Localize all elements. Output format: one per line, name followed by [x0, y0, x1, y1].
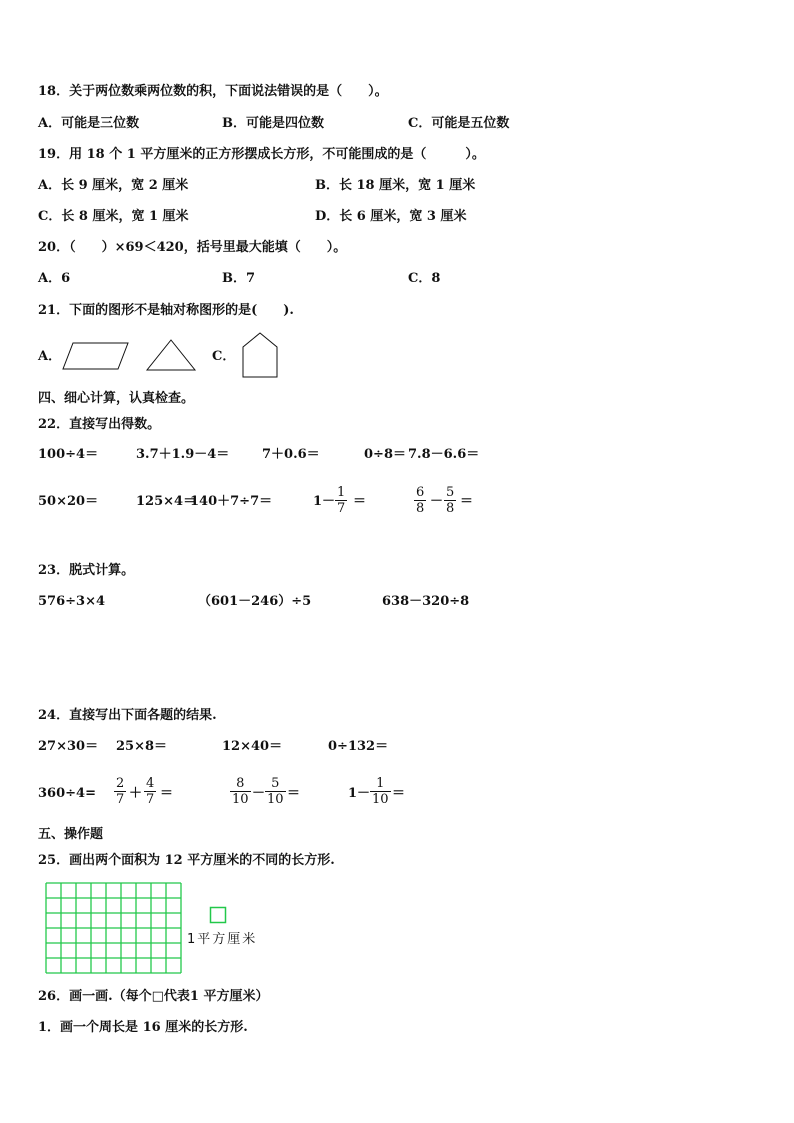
pentagon-house-shape	[242, 332, 278, 378]
fraction-denominator: 8	[446, 501, 455, 516]
q22-r2-item1: 50×20＝	[38, 494, 99, 509]
fraction-numerator: 2	[116, 776, 125, 791]
fraction-numerator: 1	[376, 776, 385, 791]
q23-item2: （601－246）÷5	[198, 594, 312, 609]
q20-stem: 20．（ ）×69＜420，括号里最大能填（ ）。	[38, 240, 347, 255]
fraction-denominator: 10	[232, 792, 249, 807]
q22-f1-fraction	[335, 485, 347, 516]
section5-title: 五、操作题	[38, 827, 104, 842]
fraction-denominator: 7	[337, 501, 346, 516]
q23-stem: 23．脱式计算。	[38, 563, 135, 578]
q21-option-a-label: A．	[38, 349, 62, 364]
q18-option-b: B．可能是四位数	[222, 116, 324, 131]
q19-option-d: D．长 6 厘米，宽 3 厘米	[315, 209, 467, 224]
q25-stem: 25．画出两个面积为 12 平方厘米的不同的长方形.	[38, 853, 335, 868]
q24-f2-equals: ＝	[287, 786, 301, 801]
section4-title: 四、细心计算，认真检查。	[38, 391, 195, 406]
q24-f2-minus: －	[252, 786, 266, 801]
q24-f1-fraction1	[114, 776, 126, 807]
q22-f2-fraction1	[414, 485, 426, 516]
q19-option-b: B．长 18 厘米，宽 1 厘米	[315, 178, 476, 193]
q22-f1-lead: 1－	[313, 494, 336, 509]
q22-r2-item2: 125×4＝	[136, 494, 197, 509]
q22-r1-item5: 7.8－6.6＝	[408, 447, 480, 462]
q23-item1: 576÷3×4	[38, 594, 106, 609]
q24-f3-equals: ＝	[392, 786, 406, 801]
q18-option-a: A．可能是三位数	[38, 116, 140, 131]
unit-square-icon	[210, 907, 228, 925]
q22-r1-item3: 7＋0.6＝	[262, 447, 320, 462]
q24-r1-item1: 27×30＝	[38, 739, 99, 754]
q22-f2-minus: －	[430, 494, 444, 509]
q22-r1-item1: 100÷4＝	[38, 447, 99, 462]
fraction-denominator: 10	[267, 792, 284, 807]
q26-stem: 26．画一画.（每个□代表1 平方厘米）	[38, 989, 269, 1004]
parallelogram-shape	[63, 342, 129, 370]
q22-f2-fraction2	[444, 485, 456, 516]
q20-option-a: A．6	[38, 271, 71, 286]
q26-sub1: 1．画一个周长是 16 厘米的长方形.	[38, 1020, 248, 1035]
q20-option-b: B．7	[222, 271, 256, 286]
fraction-denominator: 10	[372, 792, 389, 807]
unit-square-label: 1平方厘米	[187, 932, 258, 947]
q19-stem: 19．用 18 个 1 平方厘米的正方形摆成长方形，不可能围成的是（ ）。	[38, 147, 485, 162]
q20-option-c: C．8	[408, 271, 441, 286]
triangle-shape	[146, 339, 196, 371]
fraction-denominator: 8	[416, 501, 425, 516]
q22-stem: 22．直接写出得数。	[38, 417, 161, 432]
fraction-numerator: 6	[416, 485, 425, 500]
q22-r1-item4: 0÷8＝	[364, 447, 406, 462]
fraction-denominator: 7	[146, 792, 155, 807]
q23-item3: 638－320÷8	[382, 594, 470, 609]
q18-option-c: C．可能是五位数	[408, 116, 510, 131]
q24-r1-item2: 25×8＝	[116, 739, 168, 754]
fraction-numerator: 5	[446, 485, 455, 500]
q24-r1-item3: 12×40＝	[222, 739, 283, 754]
q21-stem: 21．下面的图形不是轴对称图形的是( ).	[38, 303, 294, 318]
q24-f2-fraction1	[230, 776, 251, 807]
q24-stem: 24．直接写出下面各题的结果.	[38, 708, 217, 723]
q22-r2-item3: 140＋7÷7＝	[190, 494, 273, 509]
fraction-numerator: 8	[236, 776, 245, 791]
fraction-numerator: 1	[337, 485, 346, 500]
q24-f2-fraction2	[265, 776, 286, 807]
q21-option-c-label: C．	[212, 349, 236, 364]
q19-option-a: A．长 9 厘米，宽 2 厘米	[38, 178, 189, 193]
q24-f3-fraction	[370, 776, 391, 807]
q24-f1-fraction2	[144, 776, 156, 807]
square-grid[interactable]	[45, 882, 183, 974]
q24-r1-item4: 0÷132＝	[328, 739, 389, 754]
q22-f1-equals: ＝	[353, 494, 367, 509]
q24-r2-item1: 360÷4=	[38, 786, 96, 801]
q24-f1-equals: ＝	[160, 786, 174, 801]
q22-r1-item2: 3.7＋1.9－4＝	[136, 447, 230, 462]
fraction-denominator: 7	[116, 792, 125, 807]
q24-f1-plus: ＋	[129, 786, 143, 801]
q19-option-c: C．长 8 厘米，宽 1 厘米	[38, 209, 189, 224]
fraction-numerator: 5	[271, 776, 280, 791]
q18-stem: 18．关于两位数乘两位数的积，下面说法错误的是（ ）。	[38, 84, 388, 99]
q24-f3-lead: 1－	[348, 786, 371, 801]
q22-f2-equals: ＝	[460, 494, 474, 509]
fraction-numerator: 4	[146, 776, 155, 791]
